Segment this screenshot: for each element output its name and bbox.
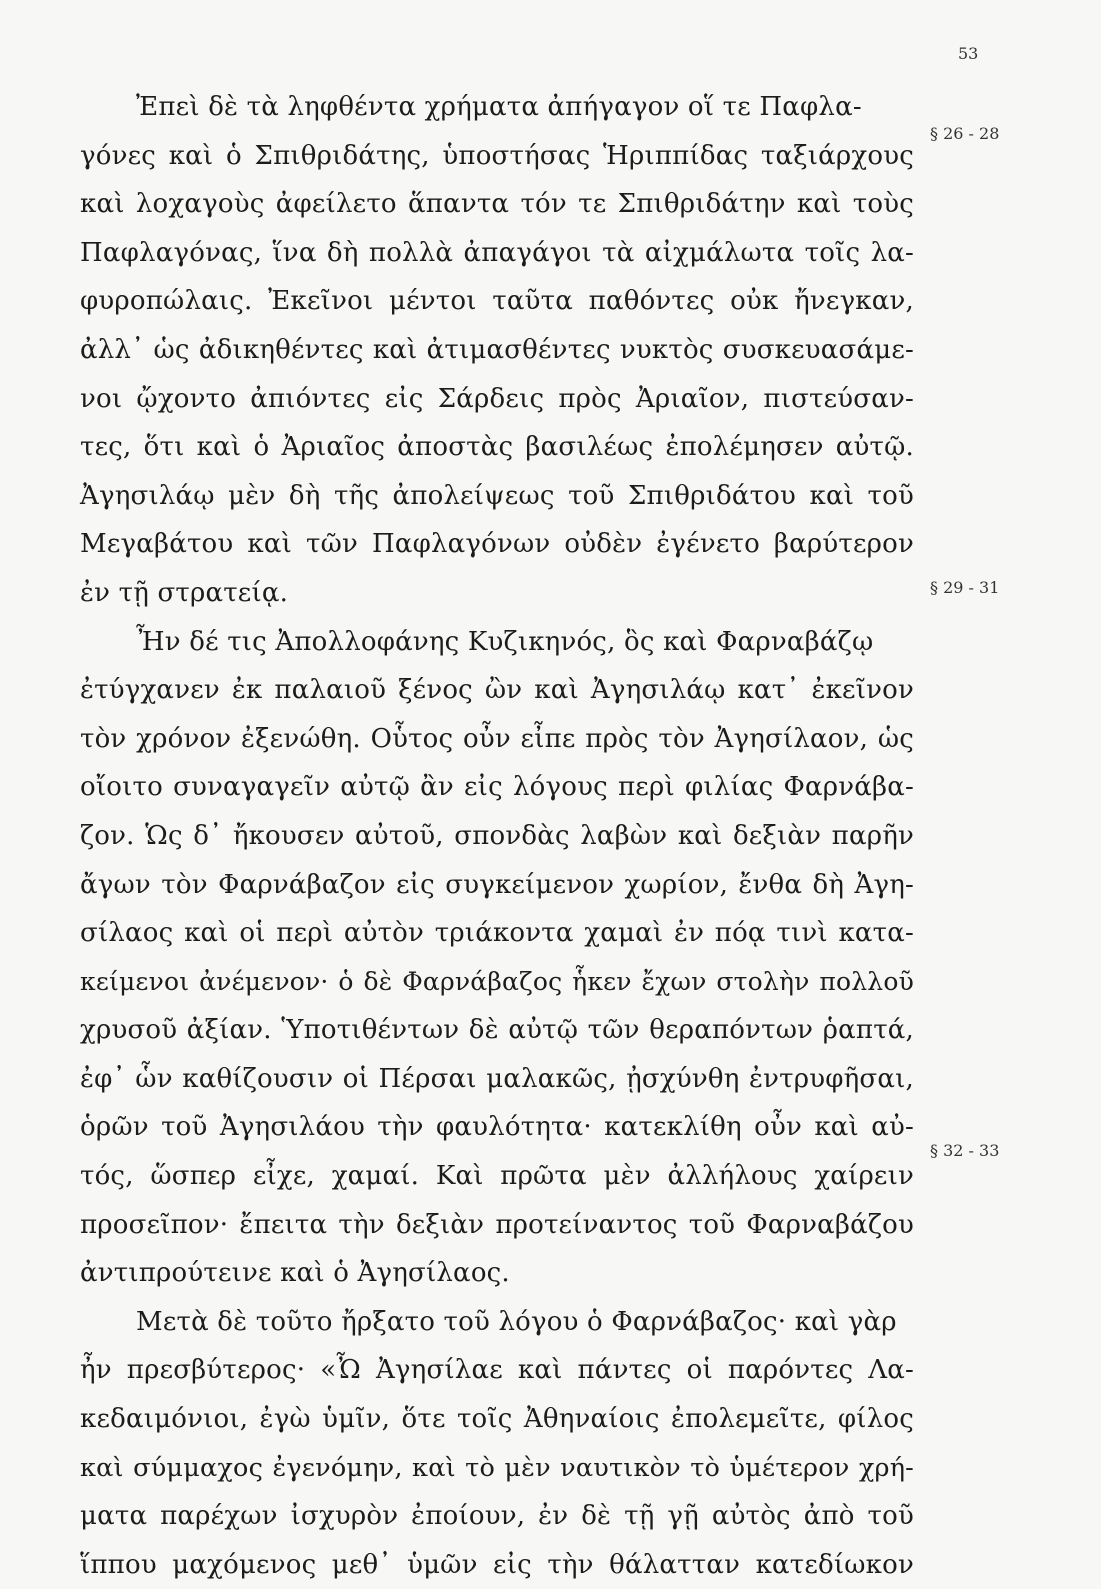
text-line: τες, ὅτι καὶ ὁ Ἀριαῖος ἀποστὰς βασιλέως ἐπολέμησεν αὐτῷ. (80, 432, 914, 463)
text-line: Μετὰ δὲ τοῦτο ἤρξατο τοῦ λόγου ὁ Φαρνάβαζος· καὶ γὰρ (136, 1306, 897, 1337)
main-text (80, 83, 914, 1589)
text-line: ἐν τῇ στρατείᾳ. (80, 577, 289, 608)
section-ref: § 26 - 28 (930, 124, 1000, 143)
text-line: σίλαος καὶ οἱ περὶ αὐτὸν τριάκοντα χαμαὶ ἐν πόᾳ τινὶ κατα- (80, 918, 914, 949)
section-ref: § 29 - 31 (930, 578, 1000, 597)
text-line: ἄγων τὸν Φαρνάβαζον εἰς συγκείμενον χωρίον, ἔνθα δὴ Ἀγη- (80, 869, 914, 900)
text-line: ὁρῶν τοῦ Ἀγησιλάου τὴν φαυλότητα· κατεκλίθη οὖν καὶ αὐ- (80, 1112, 914, 1143)
text-line: Ἐπεὶ δὲ τὰ ληφθέντα χρήματα ἀπήγαγον οἵ τε Παφλα- (136, 92, 862, 122)
text-line: ἐφ᾿ ὧν καθίζουσιν οἱ Πέρσαι μαλακῶς, ᾐσχύνθη ἐντρυφῆσαι, (80, 1063, 914, 1094)
text-line: Μεγαβάτου καὶ τῶν Παφλαγόνων οὐδὲν ἐγένετο βαρύτερον (80, 529, 914, 560)
text-line: νοι ᾤχοντο ἀπιόντες εἰς Σάρδεις πρὸς Ἀριαῖον, πιστεύσαν- (80, 383, 914, 414)
text-line: ἀντιπρούτεινε καὶ ὁ Ἀγησίλαος. (80, 1258, 510, 1289)
text-line: Ἦν δέ τις Ἀπολλοφάνης Κυζικηνός, ὃς καὶ Φαρναβάζῳ (136, 626, 874, 657)
text-line: ζον. Ὡς δ᾿ ἤκουσεν αὐτοῦ, σπονδὰς λαβὼν καὶ δεξιὰν παρῆν (80, 820, 914, 851)
text-line: γόνες καὶ ὁ Σπιθριδάτης, ὑποστήσας Ἡριππίδας ταξιάρχους (80, 140, 914, 171)
text-line: καὶ λοχαγοὺς ἀφείλετο ἅπαντα τόν τε Σπιθριδάτην καὶ τοὺς (80, 189, 914, 220)
text-line: χρυσοῦ ἀξίαν. Ὑποτιθέντων δὲ αὐτῷ τῶν θεραπόντων ῥαπτά, (80, 1015, 914, 1046)
text-line: καὶ σύμμαχος ἐγενόμην, καὶ τὸ μὲν ναυτικὸν τὸ ὑμέτερον χρή- (80, 1452, 914, 1483)
text-line: οἴοιτο συναγαγεῖν αὐτῷ ἂν εἰς λόγους περὶ φιλίας Φαρνάβα- (80, 772, 914, 803)
text-line: ἐτύγχανεν ἐκ παλαιοῦ ξένος ὢν καὶ Ἀγησιλάῳ κατ᾿ ἐκεῖνον (80, 675, 914, 706)
text-line: κείμενοι ἀνέμενον· ὁ δὲ Φαρνάβαζος ἧκεν ἔχων στολὴν πολλοῦ (80, 966, 914, 996)
text-line: ἵππου μαχόμενος μεθ᾿ ὑμῶν εἰς τὴν θάλατταν κατεδίωκον (80, 1549, 914, 1580)
text-line: ἀλλ᾿ ὡς ἀδικηθέντες καὶ ἀτιμασθέντες νυκτὸς συσκευασάμε- (80, 334, 914, 365)
text-line: τός, ὥσπερ εἶχε, χαμαί. Καὶ πρῶτα μὲν ἀλλήλους χαίρειν (80, 1161, 914, 1192)
text-line: κεδαιμόνιοι, ἐγὼ ὑμῖν, ὅτε τοῖς Ἀθηναίοις ἐπολεμεῖτε, φίλος (80, 1404, 914, 1435)
text-line: τὸν χρόνον ἐξενώθη. Οὗτος οὖν εἶπε πρὸς τὸν Ἀγησίλαον, ὡς (80, 723, 914, 754)
text-line: προσεῖπον· ἔπειτα τὴν δεξιὰν προτείναντος τοῦ Φαρναβάζου (80, 1209, 914, 1240)
section-ref: § 32 - 33 (930, 1141, 1000, 1160)
text-line: ἦν πρεσβύτερος· «Ὦ Ἀγησίλαε καὶ πάντες οἱ παρόντες Λα- (80, 1355, 914, 1386)
page-number: 53 (958, 44, 979, 63)
text-line: φυροπώλαις. Ἐκεῖνοι μέντοι ταῦτα παθόντες οὐκ ἤνεγκαν, (80, 286, 914, 317)
text-line: Παφλαγόνας, ἵνα δὴ πολλὰ ἀπαγάγοι τὰ αἰχμάλωτα τοῖς λα- (80, 237, 914, 268)
text-line: ματα παρέχων ἰσχυρὸν ἐποίουν, ἐν δὲ τῇ γῇ αὐτὸς ἀπὸ τοῦ (80, 1501, 914, 1532)
text-line: Ἀγησιλάῳ μὲν δὴ τῆς ἀπολείψεως τοῦ Σπιθριδάτου καὶ τοῦ (80, 480, 914, 511)
